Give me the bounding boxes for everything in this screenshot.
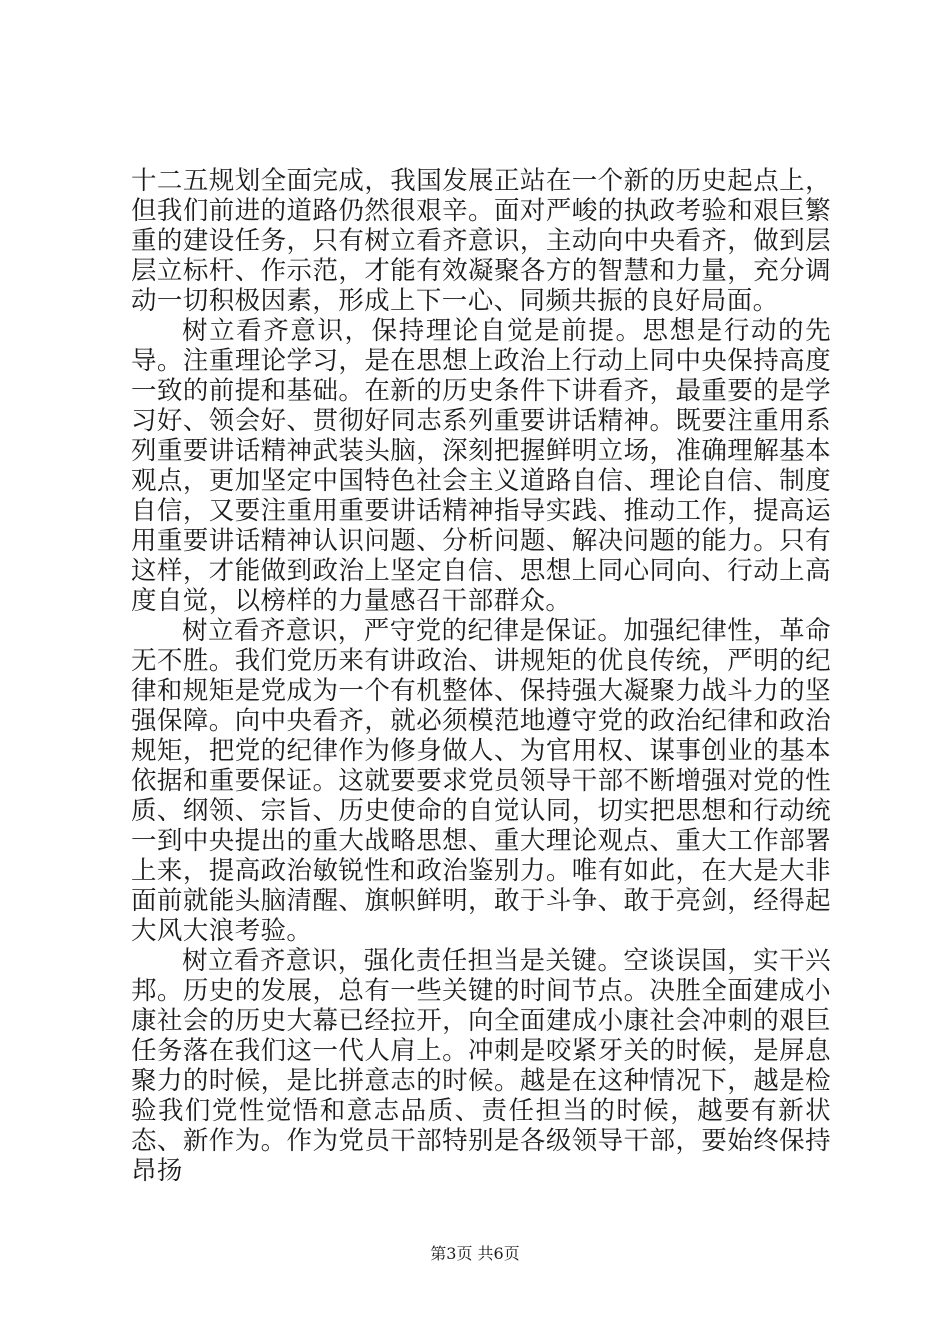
paragraph-1: 十二五规划全面完成，我国发展正站在一个新的历史起点上，但我们前进的道路仍然很艰辛。面对严峻的执政考验和艰巨繁重的建设任务，只有树立看齐意识，主动向中央看齐，做到层层立标杆、作示范，才能有效凝聚各方的智慧和力量，充分调动一切积极因素，形成上下一心、同频共振的良好局面。	[131, 166, 831, 316]
paragraph-3: 树立看齐意识，严守党的纪律是保证。加强纪律性，革命无不胜。我们党历来有讲政治、讲规矩的优良传统，严明的纪律和规矩是党成为一个有机整体、保持强大凝聚力战斗力的坚强保障。向中央看齐，就必须模范地遵守党的政治纪律和政治规矩，把党的纪律作为修身做人、为官用权、谋事创业的基本依据和重要保证。这就要要求党员领导干部不断增强对党的性质、纲领、宗旨、历史使命的自觉认同，切实把思想和行动统一到中央提出的重大战略思想、重大理论观点、重大工作部署上来，提高政治敏锐性和政治鉴别力。唯有如此，在大是大非面前就能头脑清醒、旗帜鲜明，敢于斗争、敢于亮剑，经得起大风大浪考验。	[131, 616, 831, 946]
page-footer: 第3页 共6页	[430, 1244, 520, 1263]
paragraph-4: 树立看齐意识，强化责任担当是关键。空谈误国，实干兴邦。历史的发展，总有一些关键的时间节点。决胜全面建成小康社会的历史大幕已经拉开，向全面建成小康社会冲刺的艰巨任务落在我们这一代人肩上。冲刺是咬紧牙关的时候，是屏息聚力的时候，是比拼意志的时候。越是在这种情况下，越是检验我们党性觉悟和意志品质、责任担当的时候，越要有新状态、新作为。作为党员干部特别是各级领导干部，要始终保持昂扬	[131, 946, 831, 1186]
document-body	[131, 166, 831, 1186]
paragraph-2: 树立看齐意识，保持理论自觉是前提。思想是行动的先导。注重理论学习，是在思想上政治上行动上同中央保持高度一致的前提和基础。在新的历史条件下讲看齐，最重要的是学习好、领会好、贯彻好同志系列重要讲话精神。既要注重用系列重要讲话精神武装头脑，深刻把握鲜明立场，准确理解基本观点，更加坚定中国特色社会主义道路自信、理论自信、制度自信，又要注重用重要讲话精神指导实践、推动工作，提高运用重要讲话精神认识问题、分析问题、解决问题的能力。只有这样，才能做到政治上坚定自信、思想上同心同向、行动上高度自觉，以榜样的力量感召干部群众。	[131, 316, 831, 616]
